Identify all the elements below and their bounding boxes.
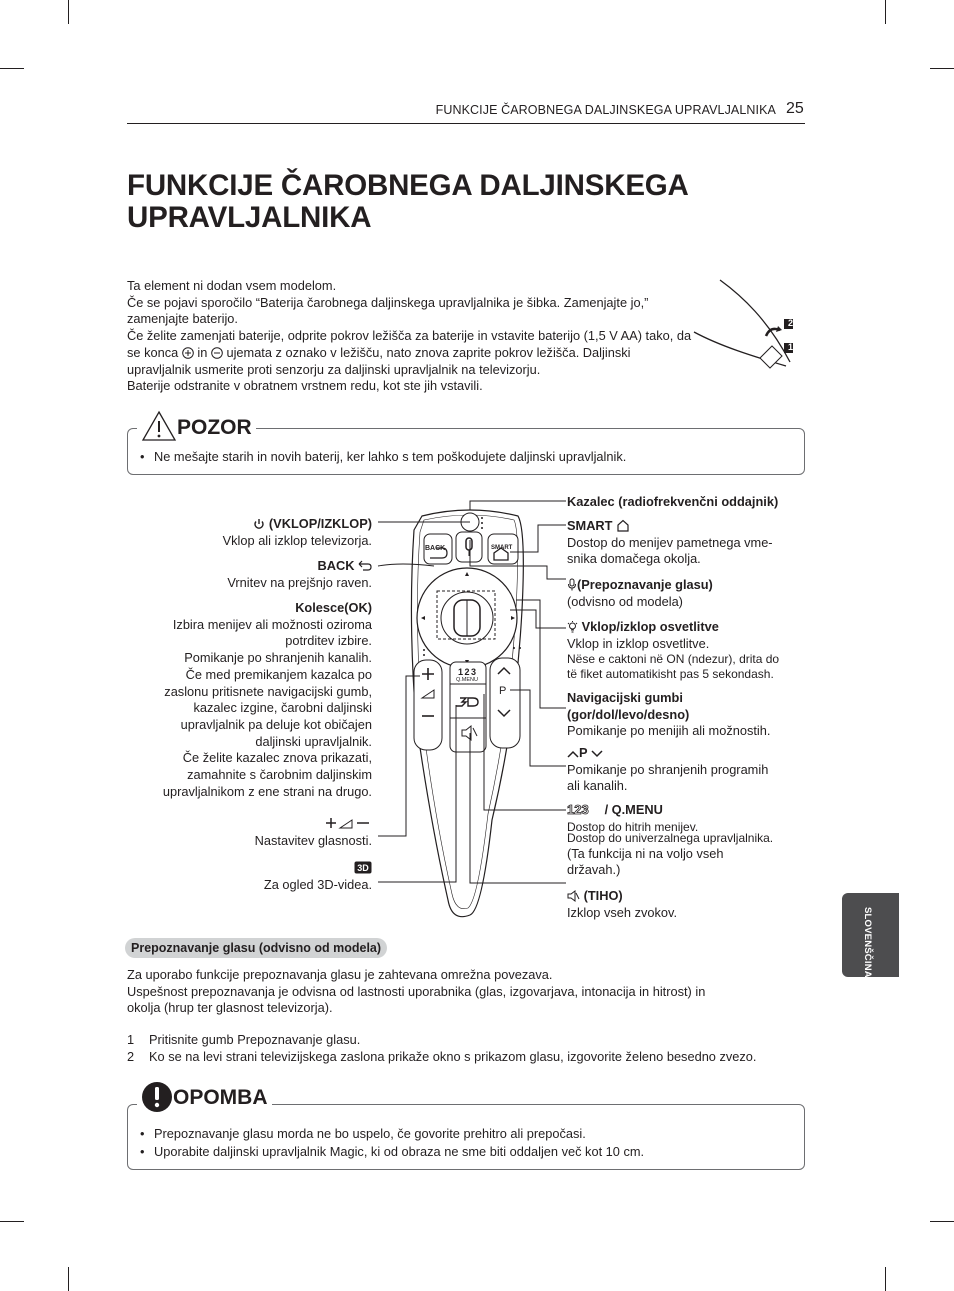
battery-mark-1: 1	[787, 342, 793, 352]
exclamation-icon	[141, 1081, 173, 1113]
label-back: BACK Vrnitev na prejšnjo raven.	[227, 558, 372, 590]
label-smart: SMART Dostop do menijev pametnega vme- snika domačega okolja.	[567, 518, 773, 567]
list-item: 2 Ko se na levi strani televizijskega zaslona prikaže okno s prikazom glasu, izgovorite želeno besedno zvezo.	[127, 1048, 757, 1064]
label-volume: Nastavitev glasnosti.	[112, 816, 372, 849]
label-wheel: Kolesce(OK) Izbira menijev ali možnosti oziroma potrditev izbire. Pomikanje po shranjenih kanalih. Če med premikanjem kazalca po zaslonu pritisnete navigacijski gumb, kazalec izgine, čarobni daljinski upravljalnik pa deluje kot običajen daljinski upravljalnik. Če želite kazalec znova prikazati, zamahnite s čarobnim daljinskim upravljalnikom z ene strani na drugo.	[162, 600, 372, 799]
running-header: FUNKCIJE ČAROBNEGA DALJINSKEGA UPRAVLJALNIKA	[435, 103, 776, 117]
label-qmenu: 123 / Q.MENU Dostop do hitrih menijev. Dostop do univerzalnega upravljalnika. (Ta funkcija ni na voljo vseh državah.)	[567, 802, 774, 878]
intro-line: Baterije odstranite v obratnem vrstnem redu, kot ste jih vstavili.	[127, 378, 483, 394]
remote-p-label: P	[499, 685, 507, 697]
lightbulb-icon	[567, 621, 578, 633]
home-icon	[616, 519, 630, 532]
page-number: 25	[786, 100, 804, 117]
chevron-down-icon	[591, 749, 603, 759]
language-side-tab: SLOVENŠČINA	[842, 893, 899, 977]
remote-smart-label: SMART	[491, 545, 513, 551]
intro-line: Če želite zamenjati baterije, odprite pokrov ležišča za baterije in vstavite baterijo (1,5 V AA) tako, da se konca in ujemata z oznako v ležišču, nato znova zaprite pokrov ležišča. Daljinski upravljalnik usmerite proti senzorju za daljinski upravljalnik na televizorju.	[127, 328, 692, 377]
title-line: FUNKCIJE ČAROBNEGA DALJINSKEGA	[127, 169, 689, 202]
label-program: P Pomikanje po shranjenih programih ali kanalih.	[567, 745, 769, 794]
svg-text:123: 123	[567, 803, 589, 816]
power-icon	[253, 518, 265, 530]
svg-text:3D: 3D	[357, 863, 369, 873]
steps-list	[127, 1032, 827, 1065]
label-pointer: Kazalec (radiofrekvenčni oddajnik)	[567, 494, 779, 509]
battery-mark-2: 2	[787, 318, 793, 328]
microphone-icon	[567, 578, 577, 591]
list-item: 1 Pritisnite gumb Prepoznavanje glasu.	[127, 1032, 361, 1047]
label-navigation: Navigacijski gumbi (gor/dol/levo/desno) Pomikanje po menijih ali možnostih.	[567, 690, 771, 739]
voice-paragraph: Za uporabo funkcije prepoznavanja glasu je zahtevana omrežna povezava. Uspešnost prepoznavanja je odvisna od lastnosti uporabnika (glas, izgovarjava, intonacija in hitrost) in okolja (hrup ter glasnost televizorja).	[127, 967, 706, 1016]
label-power: (VKLOP/IZKLOP) Vklop ali izklop televizorja.	[222, 516, 372, 548]
label-light: Vklop/izklop osvetlitve Vklop in izklop osvetlitve. Nëse e caktoni në ON (ndezur), drita do të fiket automatikisht pas 5 sekondash.	[567, 619, 780, 682]
note-label: OPOMBA	[137, 1081, 272, 1115]
intro-line: Ta element ni dodan vsem modelom.	[127, 278, 337, 293]
volume-icon	[324, 816, 372, 830]
intro-line: Če se pojavi sporočilo “Baterija čarobnega daljinskega upravljalnika je šibka. Zamenjajte jo,” zamenjajte baterijo.	[127, 294, 649, 327]
list-item: • Ne mešajte starih in novih baterij, ker lahko s tem poškodujete daljinski upravljalnik.	[140, 449, 627, 464]
mute-icon	[567, 890, 580, 902]
qmenu-digits-icon	[567, 803, 601, 816]
label-voice: (Prepoznavanje glasu) (odvisno od modela)	[567, 577, 713, 609]
remote-qmenu-label: Q.MENU	[456, 677, 478, 683]
remote-back-label: BACK	[425, 545, 446, 552]
caution-label: POZOR	[137, 410, 256, 440]
chevron-up-icon	[567, 749, 579, 759]
remote-qmenu-digits: 1 2 3	[458, 667, 476, 677]
label-3d: 3D Za ogled 3D-videa.	[263, 863, 372, 892]
title-line: UPRAVLJALNIKA	[127, 201, 372, 234]
back-icon	[358, 560, 372, 572]
3d-icon	[354, 861, 372, 874]
list-item: • Uporabite daljinski upravljalnik Magic, ki od obraza ne sme biti oddaljen več kot 10 cm.	[140, 1144, 645, 1159]
list-item: • Prepoznavanje glasu morda ne bo uspelo, če govorite prehitro ali prepočasi.	[140, 1126, 586, 1141]
label-mute: (TIHO) Izklop vseh zvokov.	[567, 888, 678, 920]
section-pill: Prepoznavanje glasu (odvisno od modela)	[125, 938, 387, 958]
